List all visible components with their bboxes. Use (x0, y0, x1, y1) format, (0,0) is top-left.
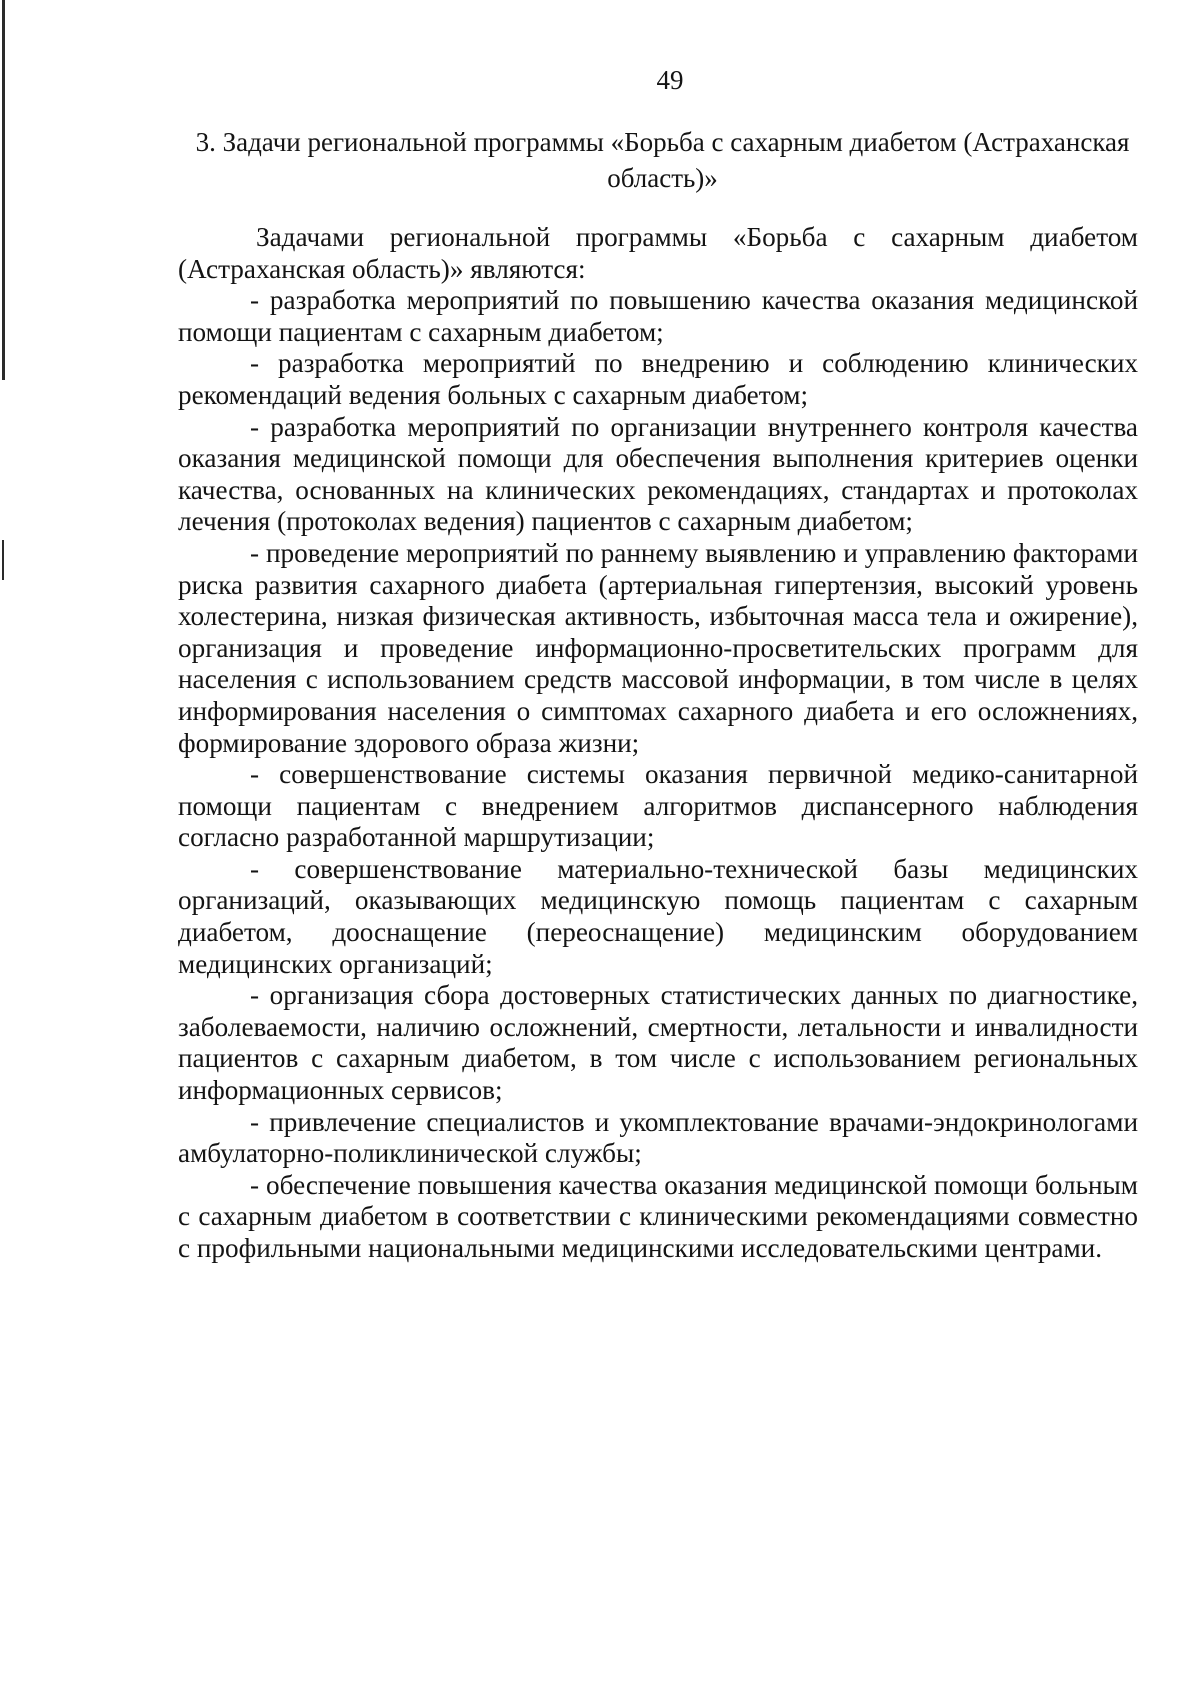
task-item: - разработка мероприятий по организации внутреннего контроля качества оказания медицинской помощи для обеспечения выполнения критериев оценки качества, основанных на клинических рекомендациях, стандартах и протоколах лечения (протоколах ведения) пациентов с сахарным диабетом; (178, 411, 1138, 537)
scan-edge-line (2, 0, 5, 380)
scan-edge-line (2, 540, 4, 580)
intro-paragraph: Задачами региональной программы «Борьба с сахарным диабетом (Астраханская область)» являются: (178, 222, 1138, 284)
task-item: - разработка мероприятий по внедрению и соблюдению клинических рекомендаций ведения больных с сахарным диабетом; (178, 348, 1138, 410)
section-title: 3. Задачи региональной программы «Борьба с сахарным диабетом (Астраханская область)» (195, 127, 1130, 193)
task-item: - разработка мероприятий по повышению качества оказания медицинской помощи пациентам с сахарным диабетом; (178, 285, 1138, 347)
document-body (178, 222, 1138, 1265)
page-number: 49 (656, 65, 684, 95)
task-item: - привлечение специалистов и укомплектование врачами-эндокринологами амбулаторно-поликлинической службы; (178, 1106, 1138, 1169)
task-item: - совершенствование системы оказания первичной медико-санитарной помощи пациентам с внедрением алгоритмов диспансерного наблюдения согласно разработанной маршрутизации; (178, 759, 1138, 853)
task-item: - организация сбора достоверных статистических данных по диагностике, заболеваемости, наличию осложнений, смертности, летальности и инвалидности пациентов с сахарным диабетом, в том числе с использованием региональных информационных сервисов; (178, 980, 1138, 1106)
task-item: - обеспечение повышения качества оказания медицинской помощи больным с сахарным диабетом в соответствии с клиническими рекомендациями совместно с профильными национальными медицинскими исследовательскими центрами. (178, 1169, 1138, 1263)
task-item: - совершенствование материально-технической базы медицинских организаций, оказывающих медицинскую помощь пациентам с сахарным диабетом, дооснащение (переоснащение) медицинским оборудованием медицинских организаций; (178, 853, 1138, 979)
task-item: - проведение мероприятий по раннему выявлению и управлению факторами риска развития сахарного диабета (артериальная гипертензия, высокий уровень холестерина, низкая физическая активность, избыточная масса тела и ожирение), организация и проведение информационно-просветительских программ для населения с использованием средств массовой информации, в том числе в целях информирования населения о симптомах сахарного диабета и его осложнениях, формирование здорового образа жизни; (178, 537, 1138, 758)
